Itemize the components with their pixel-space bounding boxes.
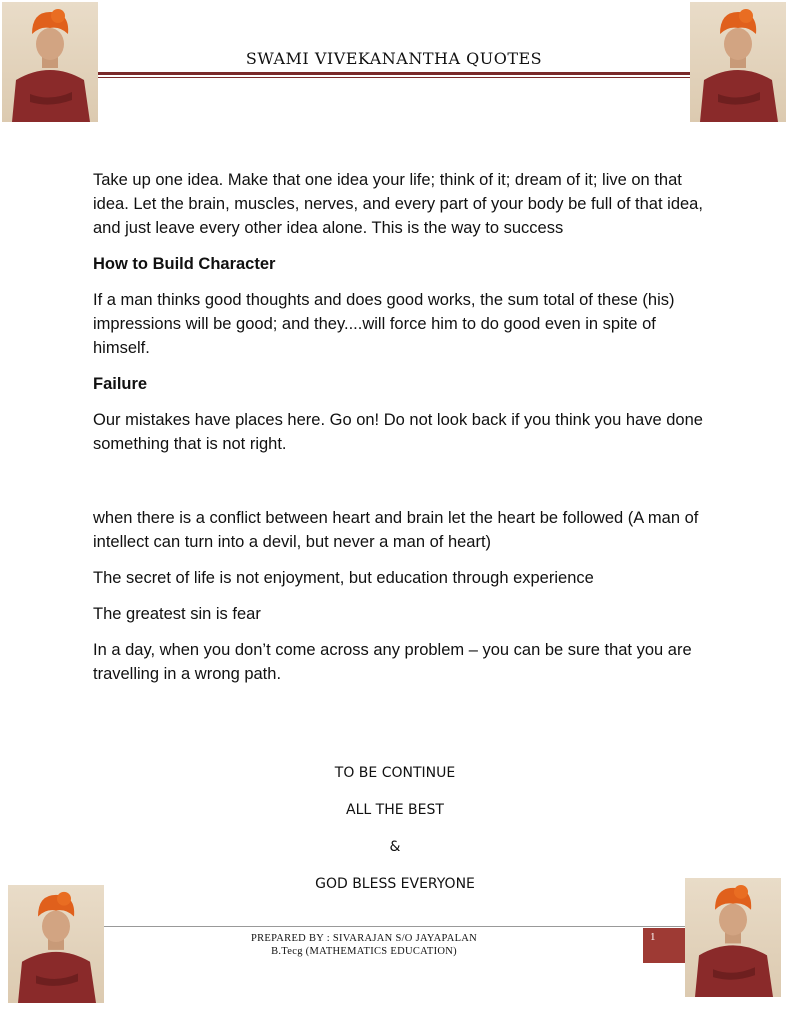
quotes-body [93,168,705,698]
quote-paragraph: when there is a conflict between heart and brain let the heart be followed (A man of intellect can turn into a devil, but never a man of heart) [93,509,699,551]
quote-paragraph: The greatest sin is fear [93,605,261,623]
footer-credits [104,932,624,958]
portrait-image-bottom-left [8,885,104,1003]
footer-qualification: B.Tecg (MATHEMATICS EDUCATION) [271,946,457,957]
quote-paragraph: The secret of life is not enjoyment, but education through experience [93,569,594,587]
portrait-image-bottom-right [685,878,781,997]
closing-line: & [389,839,401,855]
closing-line: GOD BLESS EVERYONE [315,876,475,892]
portrait-image-top-right [690,2,786,122]
closing-block [98,765,692,913]
closing-line: ALL THE BEST [346,802,444,818]
page-number: 1 [650,931,656,943]
footer-divider [104,926,685,927]
section-heading: How to Build Character [93,255,276,273]
quote-paragraph: Take up one idea. Make that one idea your life; think of it; dream of it; live on that idea. Let the brain, muscles, nerves, and every part of your body be full of that idea, and just leave every other idea alone. This is the way to success [93,171,703,237]
page-number-box [643,928,685,963]
quote-paragraph: Our mistakes have places here. Go on! Do not look back if you think you have done something that is not right. [93,411,703,453]
closing-line: TO BE CONTINUE [334,765,456,781]
portrait-image-top-left [2,2,98,122]
quote-paragraph: In a day, when you don’t come across any problem – you can be sure that you are travelling in a wrong path. [93,641,692,683]
header-divider-thin [98,77,690,78]
paragraph-spacer [93,468,705,506]
section-heading: Failure [93,375,148,393]
quote-paragraph: If a man thinks good thoughts and does good works, the sum total of these (his) impressions will be good; and they....will force him to do good even in spite of himself. [93,291,675,357]
footer-prepared-by: PREPARED BY : SIVARAJAN S/O JAYAPALAN [250,933,478,944]
page-title: SWAMI VIVEKANANTHA QUOTES [245,49,543,68]
header-divider-thick [98,72,690,75]
